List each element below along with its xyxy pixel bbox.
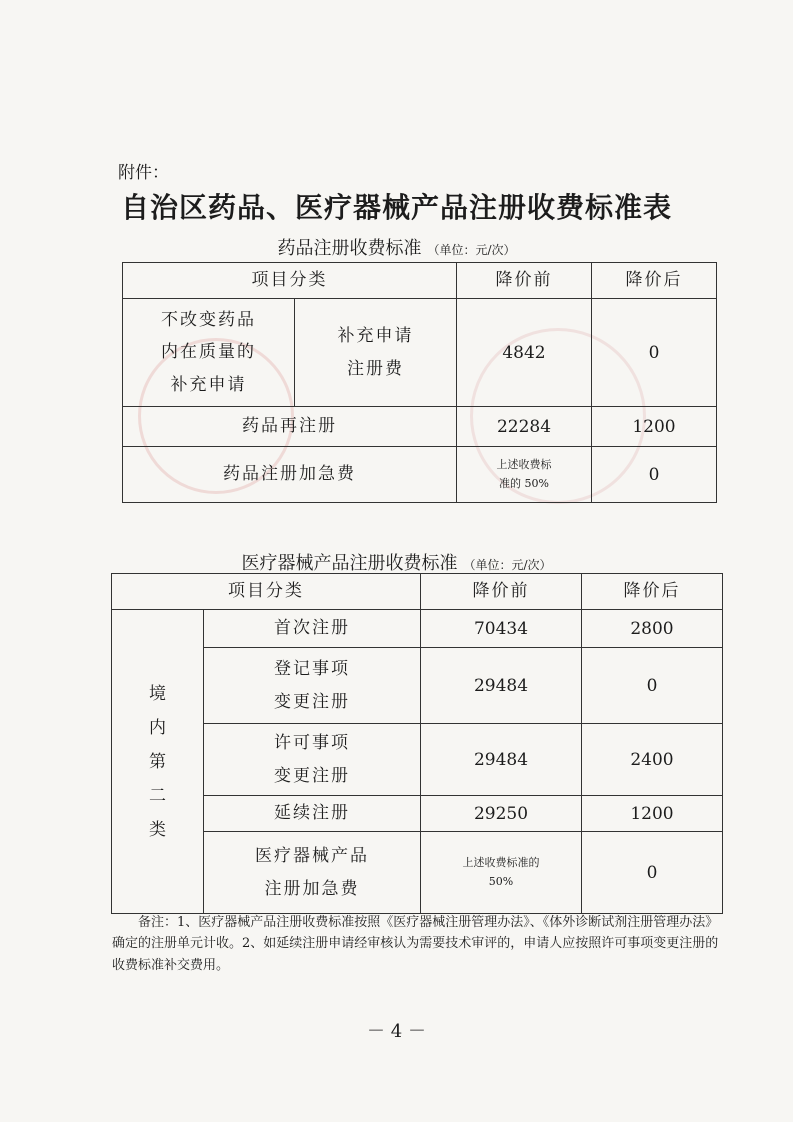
device-fee-table [111, 573, 723, 914]
text-line: 内在质量的 [161, 342, 256, 363]
text-line: 许可事项 [274, 733, 350, 754]
attachment-label: 附件： [118, 163, 169, 183]
price-after: 2400 [582, 724, 723, 796]
price-before [421, 832, 582, 914]
drug-table-title [0, 234, 793, 260]
category-cell [123, 299, 295, 407]
item-cell: 药品再注册 [123, 407, 457, 447]
text-line: 准的 50% [499, 476, 549, 490]
text-line: 上述收费标准的 [462, 855, 540, 869]
item-cell: 药品注册加急费 [123, 447, 457, 503]
page-number: － 4 － [367, 1021, 426, 1042]
group-char: 二 [149, 785, 166, 806]
header-before: 降价前 [457, 263, 592, 299]
text-line: 补充申请 [170, 374, 247, 395]
text-line: 医疗器械产品 [255, 846, 369, 867]
drug-table-unit: （单位：元/次） [427, 243, 516, 257]
text-line: 注册费 [347, 358, 404, 379]
price-after: 0 [592, 447, 717, 503]
drug-fee-table [122, 262, 717, 503]
price-before: 4842 [457, 299, 592, 407]
price-after: 1200 [592, 407, 717, 447]
group-char: 内 [149, 717, 166, 738]
text-line: 变更注册 [274, 765, 350, 786]
header-after: 降价后 [582, 574, 723, 610]
price-after: 0 [592, 299, 717, 407]
device-table-unit: （单位：元/次） [463, 558, 552, 572]
drug-table-title-text: 药品注册收费标准 [277, 238, 422, 259]
header-category: 项目分类 [112, 574, 421, 610]
item-cell [204, 724, 421, 796]
group-char: 第 [149, 751, 166, 772]
device-table-title-text: 医疗器械产品注册收费标准 [241, 553, 458, 574]
text-line: 注册加急费 [264, 878, 360, 899]
text-line: 登记事项 [274, 659, 350, 680]
price-before: 22284 [457, 407, 592, 447]
group-char: 类 [149, 819, 166, 840]
item-cell: 首次注册 [204, 610, 421, 648]
price-after: 1200 [582, 796, 723, 832]
item-cell [204, 832, 421, 914]
text-line: 补充申请 [337, 326, 414, 347]
price-before [457, 447, 592, 503]
group-char: 境 [149, 683, 166, 704]
text-line: 不改变药品 [161, 310, 256, 331]
header-before: 降价前 [421, 574, 582, 610]
text-line: 上述收费标 [496, 457, 552, 471]
price-after: 2800 [582, 610, 723, 648]
item-cell [204, 648, 421, 724]
price-before: 29484 [421, 648, 582, 724]
text-line: 50% [488, 874, 514, 888]
footnote: 备注：1、医疗器械产品注册收费标准按照《医疗器械注册管理办法》、《体外诊断试剂注册管理办法》确定的注册单元计收。2、如延续注册申请经审核认为需要技术审评的，申请人应按照许可事项变更注册的收费标准补交费用。 [112, 915, 719, 973]
price-before: 70434 [421, 610, 582, 648]
header-category: 项目分类 [123, 263, 457, 299]
price-before: 29484 [421, 724, 582, 796]
item-cell: 延续注册 [204, 796, 421, 832]
price-after: 0 [582, 648, 723, 724]
group-cell [112, 610, 204, 914]
device-table-title [0, 549, 793, 575]
text-line: 变更注册 [274, 691, 350, 712]
item-cell [295, 299, 457, 407]
price-before: 29250 [421, 796, 582, 832]
price-after: 0 [582, 832, 723, 914]
page-title: 自治区药品、医疗器械产品注册收费标准表 [120, 191, 672, 224]
header-after: 降价后 [592, 263, 717, 299]
